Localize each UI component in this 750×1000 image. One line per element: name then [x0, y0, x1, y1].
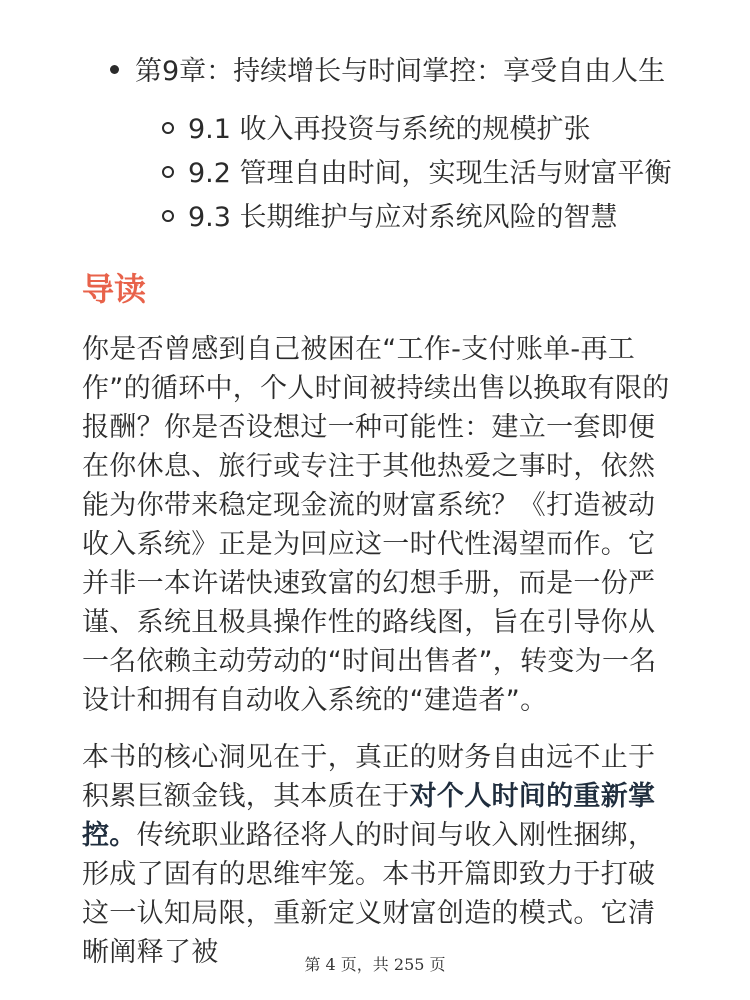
toc-chapter-item: [110, 52, 665, 92]
emphasis-text: 对个人时间的重新掌控。: [82, 781, 656, 851]
toc-section-item: [162, 196, 672, 240]
intro-heading: 导读: [82, 270, 147, 308]
page-number-footer: 第 4 页，共 255 页: [304, 955, 446, 974]
toc-chapter-title: 第9章：持续增长与时间掌控：享受自由人生: [135, 56, 666, 87]
toc-section-list: [162, 108, 672, 240]
toc-section-label: 9.1 收入再投资与系统的规模扩张: [188, 114, 591, 145]
paragraph-text: 本书的核心洞见在于，真正的财务自由远不止于积累巨额金钱，其本质在于: [82, 742, 656, 812]
hollow-bullet-icon: [162, 166, 174, 178]
hollow-bullet-icon: [162, 122, 174, 134]
toc-section-item: [162, 108, 672, 152]
hollow-bullet-icon: [162, 210, 174, 222]
paragraph-text: 传统职业路径将人的时间与收入刚性捆绑，形成了固有的思维牢笼。本书开篇即致力于打破这一认知局限，重新定义财富创造的模式。它清晰阐释了被: [82, 820, 656, 968]
intro-paragraph-2: [82, 738, 672, 972]
toc-section-label: 9.2 管理自由时间，实现生活与财富平衡: [188, 158, 672, 189]
bullet-icon: [110, 65, 119, 74]
intro-paragraph-1: 你是否曾感到自己被困在“工作-支付账单-再工作”的循环中，个人时间被持续出售以换取有限的报酬？你是否设想过一种可能性：建立一套即便在你休息、旅行或专注于其他热爱之事时，依然能为你带来稳定现金流的财富系统？《打造被动收入系统》正是为回应这一时代性渴望而作。它并非一本许诺快速致富的幻想手册，而是一份严谨、系统且极具操作性的路线图，旨在引导你从一名依赖主动劳动的“时间出售者”，转变为一名设计和拥有自动收入系统的“建造者”。: [82, 334, 670, 716]
toc-section-item: [162, 152, 672, 196]
toc-section-label: 9.3 长期维护与应对系统风险的智慧: [188, 202, 618, 233]
